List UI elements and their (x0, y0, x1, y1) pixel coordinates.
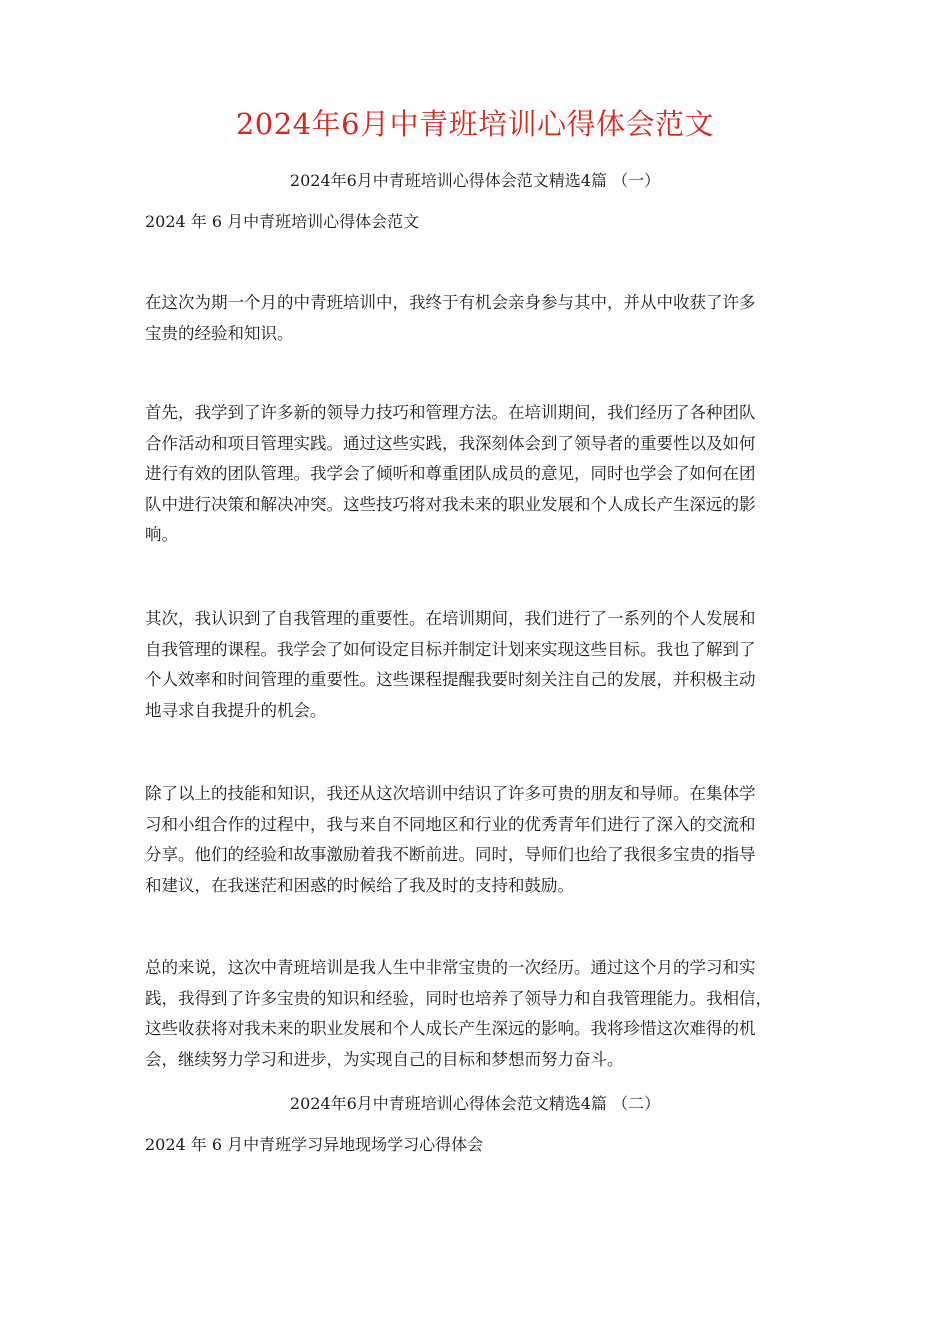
paragraph-line: 习和小组合作的过程中，我与来自不同地区和行业的优秀青年们进行了深入的交流和 (145, 814, 756, 834)
paragraph-line: 其次，我认识到了自我管理的重要性。在培训期间，我们进行了一系列的个人发展和 (145, 609, 756, 628)
section-subtitle-2: 2024 年 6 月中青班学习异地现场学习心得体会 (145, 1135, 484, 1154)
paragraph-3 (145, 604, 800, 726)
paragraph-1 (145, 288, 800, 349)
paragraph-5 (145, 953, 800, 1075)
paragraph-line: 首先，我学到了许多新的领导力技巧和管理方法。在培训期间，我们经历了各种团队 (145, 403, 756, 422)
paragraph-line: 在这次为期一个月的中青班培训中，我终于有机会亲身参与其中，并从中收获了许多 (145, 293, 756, 312)
paragraph-line: 这些收获将对我未来的职业发展和个人成长产生深远的影响。我将珍惜这次难得的机 (145, 1019, 756, 1038)
paragraph-line: 合作活动和项目管理实践。通过这些实践，我深刻体会到了领导者的重要性以及如何 (145, 433, 756, 453)
paragraph-line: 进行有效的团队管理。我学会了倾听和尊重团队成员的意见，同时也学会了如何在团 (145, 464, 756, 483)
paragraph-line: 个人效率和时间管理的重要性。这些课程提醒我要时刻关注自己的发展，并积极主动 (145, 670, 756, 689)
paragraph-line: 队中进行决策和解决冲突。这些技巧将对我未来的职业发展和个人成长产生深远的影 (145, 494, 756, 514)
paragraph-line: 总的来说，这次中青班培训是我人生中非常宝贵的一次经历。通过这个月的学习和实 (145, 958, 756, 977)
paragraph-line: 响。 (145, 525, 178, 544)
paragraph-line: 宝贵的经验和知识。 (145, 323, 294, 343)
paragraph-4 (145, 779, 800, 901)
section-heading-1: 2024年6月中青班培训心得体会范文精选4篇 （一） (289, 171, 661, 190)
paragraph-line: 自我管理的课程。我学会了如何设定目标并制定计划来实现这些目标。我也了解到了 (145, 639, 756, 659)
section-subtitle-1: 2024 年 6 月中青班培训心得体会范文 (145, 212, 420, 231)
paragraph-2 (145, 398, 800, 551)
paragraph-line: 践，我得到了许多宝贵的知识和经验，同时也培养了领导力和自我管理能力。我相信， (145, 988, 772, 1008)
paragraph-line: 地寻求自我提升的机会。 (145, 700, 327, 720)
paragraph-line: 除了以上的技能和知识，我还从这次培训中结识了许多可贵的朋友和导师。在集体学 (145, 784, 756, 803)
paragraph-line: 和建议，在我迷茫和困惑的时候给了我及时的支持和鼓励。 (145, 875, 574, 895)
paragraph-line: 分享。他们的经验和故事激励着我不断前进。同时，导师们也给了我很多宝贵的指导 (145, 845, 756, 864)
section-heading-2: 2024年6月中青班培训心得体会范文精选4篇 （二） (289, 1094, 661, 1113)
paragraph-line: 会，继续努力学习和进步，为实现自己的目标和梦想而努力奋斗。 (145, 1049, 624, 1069)
document-title: 2024年6月中青班培训心得体会范文 (235, 107, 715, 141)
